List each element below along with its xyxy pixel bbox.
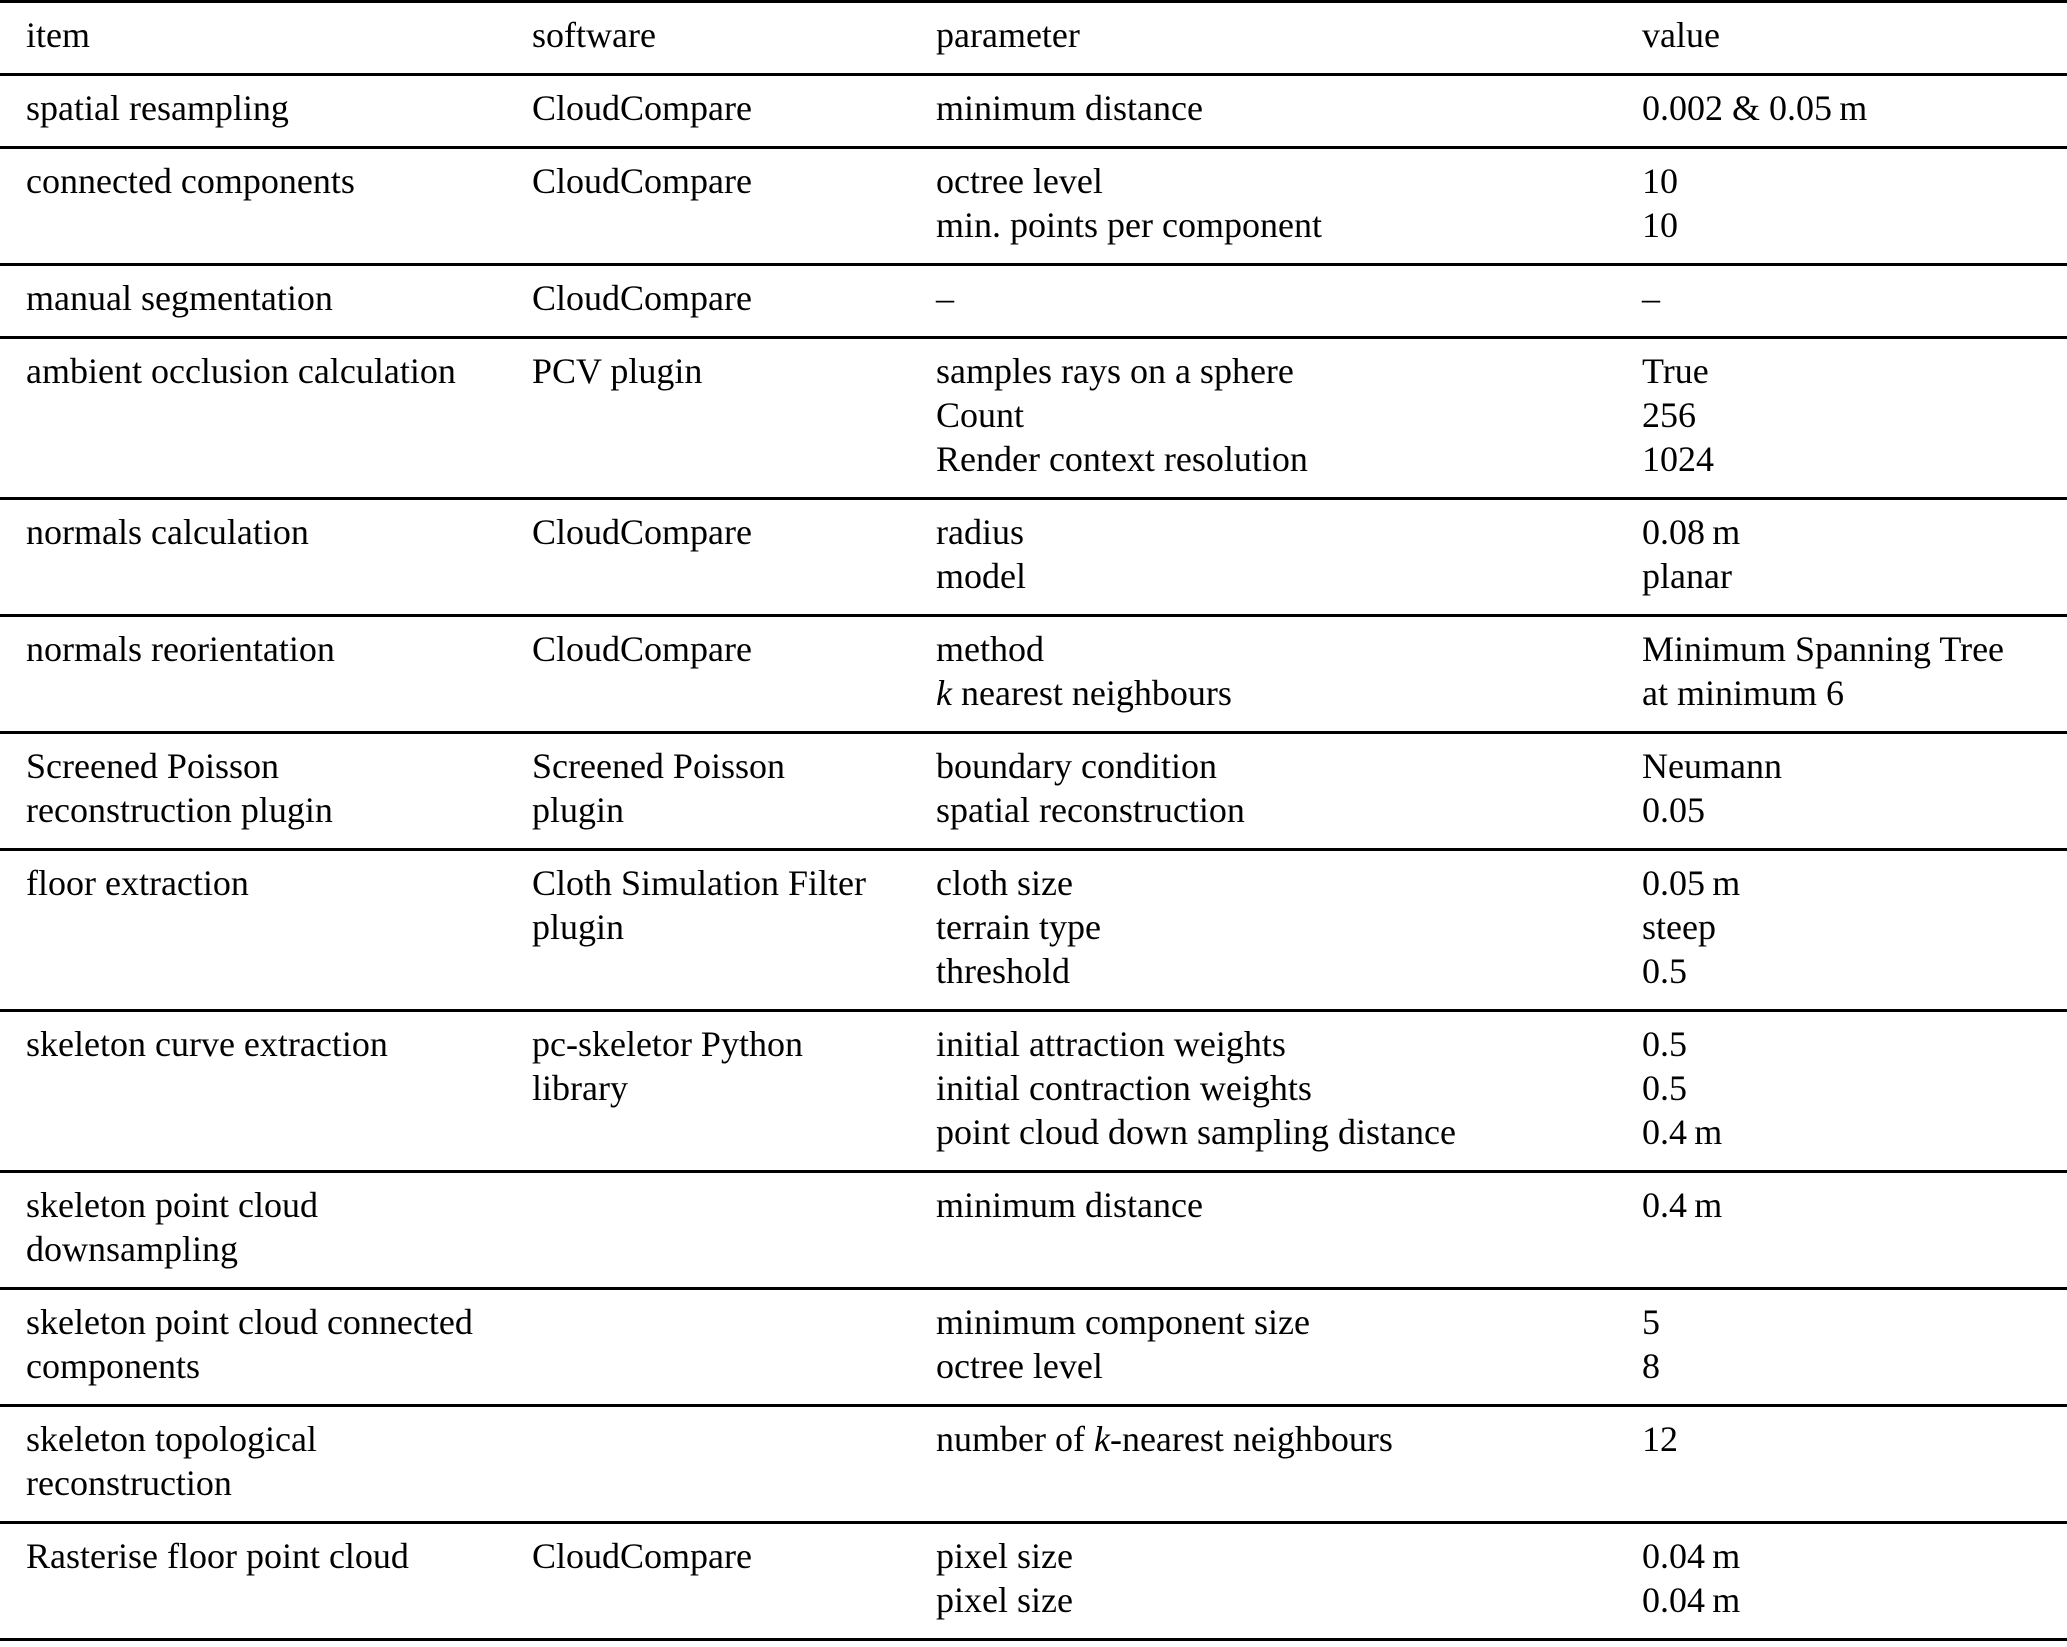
cell-line: Rasterise floor point cloud [26,1536,409,1576]
cell-software [532,338,936,499]
cell-value [1642,1523,2067,1640]
table-row [0,499,2067,616]
cell-line: plugin [532,790,625,830]
cell-line: model [936,556,1026,596]
cell-line: 0.002 & 0.05 m [1642,88,1868,128]
cell-line: 8 [1642,1346,1660,1386]
cell-line: Cloth Simulation Filter [532,863,867,903]
cell-software [532,75,936,148]
table-row [0,1406,2067,1523]
cell-software [532,1172,936,1289]
cell-software [532,499,936,616]
cell-software [532,265,936,338]
cell-value [1642,733,2067,850]
table-row [0,75,2067,148]
cell-line: – [936,278,954,318]
cell-software [532,733,936,850]
cell-line: 0.5 [1642,1024,1687,1064]
text-run: -nearest neighbours [1109,1419,1393,1459]
cell-value [1642,148,2067,265]
cell-line: Neumann [1642,746,1782,786]
cell-item [0,1523,532,1640]
cell-line: samples rays on a sphere [936,351,1294,391]
cell-line: skeleton point cloud connected [26,1302,473,1342]
cell-line: initial contraction weights [936,1068,1312,1108]
cell-line: downsampling [26,1229,238,1269]
cell-line: manual segmentation [26,278,333,318]
cell-line: 0.04 m [1642,1536,1741,1576]
table-row [0,1011,2067,1172]
cell-parameter [936,338,1642,499]
cell-line: library [532,1068,628,1108]
cell-line: steep [1642,907,1716,947]
cell-item [0,265,532,338]
column-header-value [1642,2,2067,75]
cell-software [532,1011,936,1172]
cell-value [1642,616,2067,733]
cell-line: CloudCompare [532,512,752,552]
cell-line: Render context resolution [936,439,1308,479]
cell-value [1642,499,2067,616]
cell-line: CloudCompare [532,88,752,128]
cell-line: 12 [1642,1419,1678,1459]
cell-line: 256 [1642,395,1696,435]
cell-item [0,499,532,616]
cell-line: 0.05 [1642,790,1705,830]
cell-line: connected components [26,161,355,201]
table-row [0,1172,2067,1289]
cell-line: 0.5 [1642,951,1687,991]
cell-item [0,616,532,733]
cell-line: terrain type [936,907,1101,947]
cell-line: reconstruction plugin [26,790,333,830]
cell-line: minimum distance [936,88,1203,128]
column-header-label: software [532,15,656,55]
cell-line: skeleton topological [26,1419,317,1459]
cell-line: – [1642,278,1660,318]
cell-item [0,1172,532,1289]
cell-line: 10 [1642,205,1678,245]
table-body [0,75,2067,1640]
cell-line: ambient occlusion calculation [26,351,456,391]
cell-line: 1024 [1642,439,1714,479]
cell-line: point cloud down sampling distance [936,1112,1456,1152]
cell-line: 0.05 m [1642,863,1741,903]
cell-line [936,1417,1634,1461]
cell-parameter [936,1172,1642,1289]
cell-line: PCV plugin [532,351,703,391]
cell-line [936,671,1634,715]
cell-item [0,733,532,850]
cell-line: radius [936,512,1024,552]
cell-line: octree level [936,1346,1103,1386]
cell-item [0,75,532,148]
cell-parameter [936,499,1642,616]
table-header [0,2,2067,75]
cell-line: plugin [532,907,625,947]
cell-line: normals calculation [26,512,309,552]
cell-item [0,1289,532,1406]
header-row [0,2,2067,75]
column-header-parameter [936,2,1642,75]
cell-line: at minimum 6 [1642,673,1844,713]
cell-line: threshold [936,951,1070,991]
cell-item [0,148,532,265]
column-header-item [0,2,532,75]
cell-line: reconstruction [26,1463,232,1503]
column-header-label: item [26,15,90,55]
table-row [0,1523,2067,1640]
cell-line: Count [936,395,1025,435]
cell-line: cloth size [936,863,1073,903]
cell-parameter [936,75,1642,148]
cell-line: Minimum Spanning Tree [1642,629,2005,669]
cell-line: min. points per component [936,205,1322,245]
cell-parameter [936,616,1642,733]
table-row [0,148,2067,265]
cell-line: floor extraction [26,863,249,903]
cell-line: minimum distance [936,1185,1203,1225]
cell-line: planar [1642,556,1732,596]
cell-line: components [26,1346,200,1386]
table-row [0,265,2067,338]
cell-line: 5 [1642,1302,1660,1342]
table-row [0,850,2067,1011]
cell-value [1642,1289,2067,1406]
cell-line: 0.5 [1642,1068,1687,1108]
cell-line: CloudCompare [532,278,752,318]
italic-variable: k [936,673,952,713]
cell-line: skeleton curve extraction [26,1024,388,1064]
cell-line: 0.4 m [1642,1112,1723,1152]
cell-line: Screened Poisson [26,746,279,786]
cell-parameter [936,850,1642,1011]
cell-software [532,1406,936,1523]
cell-value [1642,265,2067,338]
column-header-label: value [1642,15,1720,55]
cell-item [0,1011,532,1172]
cell-parameter [936,1406,1642,1523]
cell-line: pc-skeletor Python [532,1024,803,1064]
cell-line: Screened Poisson [532,746,785,786]
cell-item [0,1406,532,1523]
cell-value [1642,1406,2067,1523]
cell-line: 0.04 m [1642,1580,1741,1620]
cell-line: skeleton point cloud [26,1185,318,1225]
cell-software [532,616,936,733]
cell-item [0,850,532,1011]
table-row [0,1289,2067,1406]
cell-value [1642,1011,2067,1172]
cell-parameter [936,148,1642,265]
cell-line: 0.4 m [1642,1185,1723,1225]
table-row [0,616,2067,733]
cell-parameter [936,265,1642,338]
italic-variable: k [1093,1419,1110,1459]
cell-line: pixel size [936,1580,1073,1620]
cell-line: initial attraction weights [936,1024,1286,1064]
cell-line: octree level [936,161,1103,201]
cell-value [1642,75,2067,148]
cell-software [532,850,936,1011]
cell-line: normals reorientation [26,629,335,669]
cell-line: CloudCompare [532,629,752,669]
column-header-software [532,2,936,75]
cell-line: 10 [1642,161,1678,201]
cell-line: minimum component size [936,1302,1310,1342]
cell-value [1642,850,2067,1011]
cell-parameter [936,733,1642,850]
cell-line: CloudCompare [532,161,752,201]
cell-parameter [936,1523,1642,1640]
cell-line: spatial reconstruction [936,790,1245,830]
cell-value [1642,338,2067,499]
cell-software [532,1289,936,1406]
column-header-label: parameter [936,15,1080,55]
cell-line: boundary condition [936,746,1217,786]
table-row [0,733,2067,850]
cell-software [532,148,936,265]
cell-parameter [936,1011,1642,1172]
cell-line: True [1642,351,1709,391]
cell-line: 0.08 m [1642,512,1741,552]
cell-line: method [936,629,1044,669]
cell-item [0,338,532,499]
cell-line: spatial resampling [26,88,289,128]
cell-software [532,1523,936,1640]
cell-value [1642,1172,2067,1289]
cell-parameter [936,1289,1642,1406]
text-run: number of [936,1419,1094,1459]
cell-line: pixel size [936,1536,1073,1576]
text-run: nearest neighbours [951,673,1232,713]
cell-line: CloudCompare [532,1536,752,1576]
table-row [0,338,2067,499]
